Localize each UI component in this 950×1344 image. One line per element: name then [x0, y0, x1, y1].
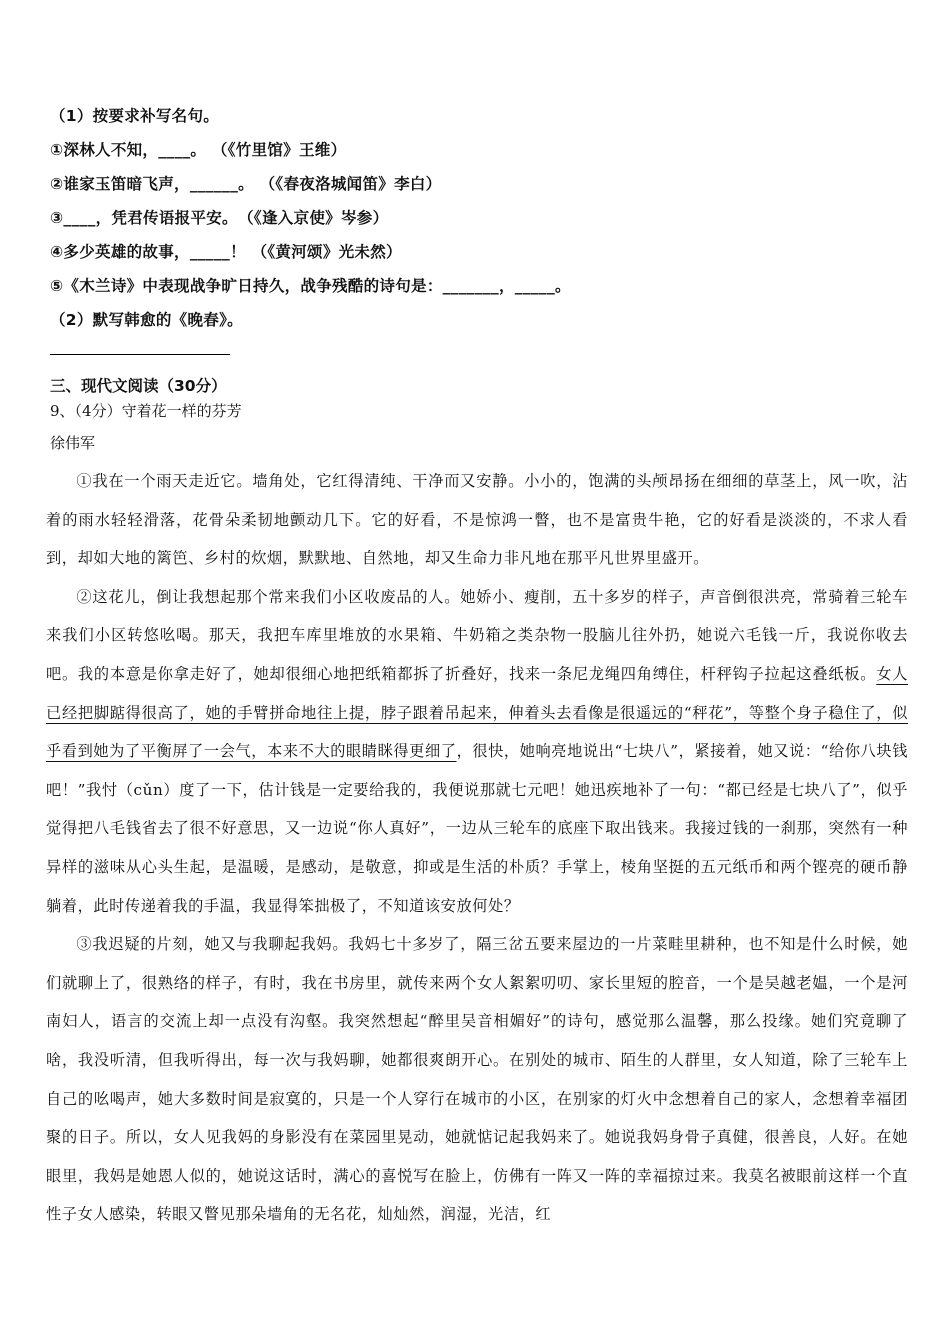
section-title: 三、现代文阅读（30分） — [50, 377, 227, 395]
underlined-sentence: 女人已经把脚踮得很高了，她的手臂拼命地往上提，脖子跟着吊起来，伸着头去看像是很遥远的“秤花”，等整个身子稳住了，似乎看到她为了平衡屏了一会气，本来不大的眼睛眯得更细了 — [46, 664, 909, 761]
paragraph-2 — [46, 578, 908, 925]
question-title: 9、（4分）守着花一样的芬芳 — [50, 402, 242, 420]
part1-heading: （1）按要求补写名句。 — [50, 107, 220, 125]
paragraph-1: ①我在一个雨天走近它。墙角处，它红得清纯、干净而又安静。小小的，饱满的头颅昂扬在细细的草茎上，风一吹，沾着的雨水轻轻滑落，花骨朵柔韧地颤动几下。它的好看，不是惊鸿一瞥，也不是富贵牛艳，它的好看是淡淡的，不求人看到，却如大地的篱笆、乡村的炊烟，默默地、自然地，却又生命力非凡地在那平凡世界里盛开。 — [46, 472, 908, 568]
poem-item-4: ④多少英雄的故事，_____！ （《黄河颂》光未然） — [50, 243, 402, 261]
poem-item-1: ①深林人不知，____。 （《竹里馆》王维） — [50, 141, 347, 159]
paragraph-2-end: ，很快，她响亮地说出“七块八”，紧接着，她又说：“给你八块钱吧！”我忖（cǔn）度了一下，估计钱是一定要给我的，我便说那就七元吧！她迅疾地补了一句：“都已经是七块八了”，似乎觉得把八毛钱省去了很不好意思，又一边说“你人真好”，一边从三轮车的底座下取出钱来。我接过钱的一刹那，突然有一种异样的滋味从心头生起，是温暖，是感动，是敬意，抑或是生活的朴质？手掌上，棱角坚挺的五元纸币和两个铿亮的硬币静躺着，此时传递着我的手温，我显得笨拙极了，不知道该安放何处？ — [46, 742, 909, 915]
part2-heading: （2）默写韩愈的《晚春》。 — [50, 311, 243, 329]
poem-item-3: ③____，凭君传语报平安。 （《逢入京使》岑参） — [50, 209, 389, 227]
paragraph-2-start: ②这花儿，倒让我想起那个常来我们小区收废品的人。她娇小、瘦削，五十多岁的样子，声音倒很洪亮，常骑着三轮车来我们小区转悠吆喝。那天，我把车库里堆放的水果箱、牛奶箱之类杂物一股脑儿往外扔，她说六毛钱一斤，我说你收去吧。我的本意是你拿走好了，她却很细心地把纸箱都拆了折叠好，找来一条尼龙绳四角缚住，杆秤钩子拉起这叠纸板。 — [46, 587, 908, 683]
author-name: 徐伟军 — [50, 434, 96, 452]
answer-line — [50, 354, 230, 355]
poem-item-5: ⑤《木兰诗》中表现战争旷日持久，战争残酷的诗句是：_______，_____。 — [50, 277, 571, 295]
reading-passage — [46, 462, 908, 1234]
paragraph-3: ③我迟疑的片刻，她又与我聊起我妈。我妈七十多岁了，隔三岔五要来屋边的一片菜畦里耕种，也不知是什么时候，她们就聊上了，很熟络的样子，有时，我在书房里，就传来两个女人絮絮叨叨、家长里短的腔音，一个是吴越老媪，一个是河南妇人，语言的交流上却一点没有沟壑。我突然想起“醉里吴音相媚好”的诗句，感觉那么温馨，那么投缘。她们究竟聊了啥，我没听清，但我听得出，每一次与我妈聊，她都很爽朗开心。在别处的城市、陌生的人群里，女人知道，除了三轮车上自己的吆喝声，她大多数时间是寂寞的，只是一个人穿行在城市的小区，在别家的灯火中念想着自己的家人，念想着幸福团聚的日子。所以，女人见我妈的身影没有在菜园里晃动，她就惦记起我妈来了。她说我妈身骨子真健，很善良，人好。在她眼里，我妈是她恩人似的，她说这话时，满心的喜悦写在脸上，仿佛有一阵又一阵的幸福掠过来。我莫名被眼前这样一个直性子女人感染，转眼又瞥见那朵墙角的无名花，灿灿然，润湿，光洁，红 — [46, 935, 908, 1224]
poem-item-2: ②谁家玉笛暗飞声，______。 （《春夜洛城闻笛》李白） — [50, 175, 442, 193]
